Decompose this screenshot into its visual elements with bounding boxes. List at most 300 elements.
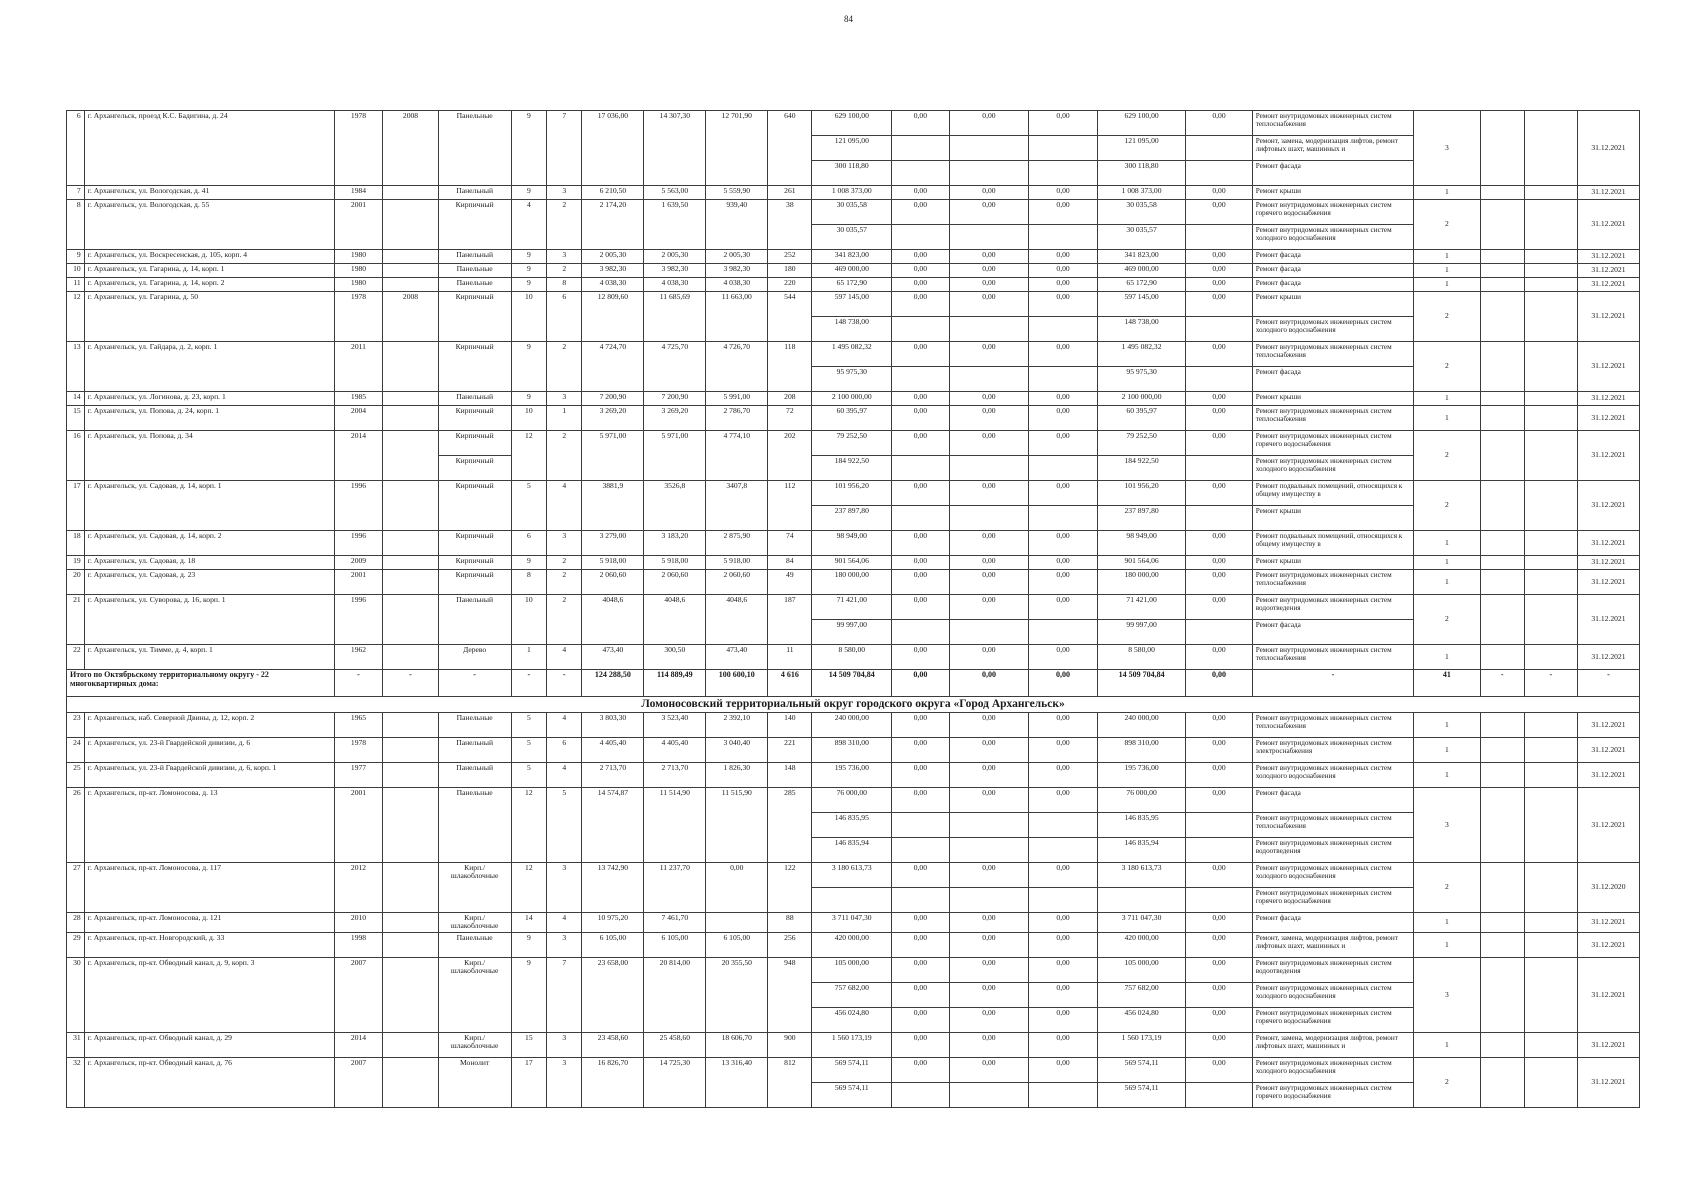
- cost-budget-region: 0,00: [949, 957, 1029, 982]
- cost-fund: [892, 317, 950, 342]
- entrances-count: 4: [547, 912, 582, 932]
- area-residential: 3 183,20: [644, 531, 706, 556]
- address-cell: г. Архангельск, ул. Логинова, д. 23, корп. 1: [84, 392, 334, 406]
- cost-budget-region: 0,00: [949, 264, 1029, 278]
- cost-owners: 1 008 373,00: [1097, 186, 1185, 200]
- cost-total: 105 000,00: [812, 957, 892, 982]
- area-total: 4048,6: [582, 595, 644, 645]
- blank-cell: [1524, 292, 1577, 342]
- address-cell: г. Архангельск, ул. Гагарина, д. 50: [84, 292, 334, 342]
- cost-fund: [892, 887, 950, 912]
- address-cell: г. Архангельск, пр-кт. Обводный канал, д. 76: [84, 1057, 334, 1107]
- cost-budget-city: 0,00: [1029, 531, 1098, 556]
- work-type: Ремонт внутридомовых инженерных систем теплоснабжения: [1252, 111, 1414, 136]
- work-type: Ремонт внутридомовых инженерных систем горячего водоснабжения: [1252, 887, 1414, 912]
- work-type: Ремонт внутридомовых инженерных систем водоотведения: [1252, 957, 1414, 982]
- work-type: Ремонт внутридомовых инженерных систем холодного водоснабжения: [1252, 225, 1414, 250]
- area-residential: 20 814,00: [644, 957, 706, 1032]
- blank-cell: [1480, 342, 1524, 392]
- floors-count: 6: [511, 531, 546, 556]
- cost-other: [1186, 225, 1252, 250]
- entrances-count: 7: [547, 957, 582, 1032]
- residents-count: 72: [768, 406, 812, 431]
- cost-other: 0,00: [1186, 670, 1252, 697]
- works-count: 2: [1414, 431, 1480, 481]
- cost-other: 0,00: [1186, 737, 1252, 762]
- table-row: [67, 957, 1640, 982]
- blank-cell: [1480, 292, 1524, 342]
- blank-cell: [1480, 278, 1524, 292]
- works-count: 2: [1414, 342, 1480, 392]
- cost-other: 0,00: [1186, 200, 1252, 225]
- area-residential: 11 237,70: [644, 862, 706, 912]
- wall-material: Кирпичный: [438, 342, 511, 392]
- cost-budget-region: 0,00: [949, 595, 1029, 620]
- area-owned: 4 726,70: [706, 342, 768, 392]
- cost-total: 569 574,11: [812, 1057, 892, 1082]
- entrances-count: 4: [547, 712, 582, 737]
- residents-count: 256: [768, 932, 812, 957]
- works-count: 1: [1414, 737, 1480, 762]
- address-cell: г. Архангельск, ул. Садовая, д. 14, корп. 2: [84, 531, 334, 556]
- deadline-date: -: [1577, 670, 1639, 697]
- area-owned: 2 392,10: [706, 712, 768, 737]
- cost-total: 3 711 047,30: [812, 912, 892, 932]
- residents-count: 4 616: [768, 670, 812, 697]
- entrances-count: 3: [547, 392, 582, 406]
- cost-budget-city: 0,00: [1029, 186, 1098, 200]
- cost-owners: 105 000,00: [1097, 957, 1185, 982]
- deadline-date: 31.12.2021: [1577, 264, 1639, 278]
- cost-budget-city: 0,00: [1029, 292, 1098, 317]
- year-built: 1998: [334, 932, 383, 957]
- cost-budget-city: 0,00: [1029, 932, 1098, 957]
- row-number: 11: [67, 278, 85, 292]
- area-total: 13 742,90: [582, 862, 644, 912]
- deadline-date: 31.12.2021: [1577, 406, 1639, 431]
- year-built: 1965: [334, 712, 383, 737]
- cost-other: 0,00: [1186, 912, 1252, 932]
- work-type: Ремонт подвальных помещений, относящихся к общему имуществу в: [1252, 481, 1414, 506]
- area-owned: 4 038,30: [706, 278, 768, 292]
- table-row: [67, 570, 1640, 595]
- works-count: 2: [1414, 595, 1480, 645]
- area-owned: 3 040,40: [706, 737, 768, 762]
- wall-material: Кирпичный: [438, 556, 511, 570]
- cost-fund: 0,00: [892, 737, 950, 762]
- wall-material: Кирпичный: [438, 531, 511, 556]
- blank-cell: [1524, 737, 1577, 762]
- table-row: [67, 1057, 1640, 1082]
- year-renovated: [383, 787, 438, 862]
- cost-budget-city: [1029, 506, 1098, 531]
- cost-budget-region: [949, 620, 1029, 645]
- cost-budget-region: [949, 1082, 1029, 1107]
- floors-count: 8: [511, 570, 546, 595]
- cost-other: 0,00: [1186, 862, 1252, 887]
- floors-count: 10: [511, 406, 546, 431]
- year-built: 2010: [334, 912, 383, 932]
- cost-budget-city: 0,00: [1029, 712, 1098, 737]
- deadline-date: 31.12.2021: [1577, 292, 1639, 342]
- address-cell: г. Архангельск, ул. 23-й Гвардейской дивизии, д. 6: [84, 737, 334, 762]
- cost-fund: [892, 506, 950, 531]
- entrances-count: 2: [547, 595, 582, 645]
- work-type: Ремонт внутридомовых инженерных систем холодного водоснабжения: [1252, 456, 1414, 481]
- table-row: [67, 595, 1640, 620]
- cost-budget-city: 0,00: [1029, 645, 1098, 670]
- work-type: Ремонт внутридомовых инженерных систем горячего водоснабжения: [1252, 431, 1414, 456]
- cost-other: [1186, 812, 1252, 837]
- cost-total: 3 180 613,73: [812, 862, 892, 887]
- address-cell: г. Архангельск, ул. 23-й Гвардейской дивизии, д. 6, корп. 1: [84, 762, 334, 787]
- works-count: 1: [1414, 392, 1480, 406]
- cost-owners: 195 736,00: [1097, 762, 1185, 787]
- cost-total: 629 100,00: [812, 111, 892, 136]
- cost-other: [1186, 317, 1252, 342]
- work-type: Ремонт фасада: [1252, 620, 1414, 645]
- year-renovated: 2008: [383, 111, 438, 186]
- address-cell: г. Архангельск, ул. Попова, д. 34: [84, 431, 334, 481]
- wall-material: Панельный: [438, 186, 511, 200]
- area-total: 2 005,30: [582, 250, 644, 264]
- residents-count: 900: [768, 1032, 812, 1057]
- area-total: 4 724,70: [582, 342, 644, 392]
- blank-cell: [1524, 406, 1577, 431]
- cost-other: 0,00: [1186, 1057, 1252, 1082]
- works-count: 1: [1414, 264, 1480, 278]
- entrances-count: -: [547, 670, 582, 697]
- deadline-date: 31.12.2021: [1577, 570, 1639, 595]
- cost-total: 65 172,90: [812, 278, 892, 292]
- cost-budget-region: 0,00: [949, 392, 1029, 406]
- cost-total: 2 100 000,00: [812, 392, 892, 406]
- cost-owners: 2 100 000,00: [1097, 392, 1185, 406]
- table-row: [67, 392, 1640, 406]
- cost-fund: 0,00: [892, 932, 950, 957]
- cost-fund: 0,00: [892, 111, 950, 136]
- cost-other: 0,00: [1186, 186, 1252, 200]
- blank-cell: [1480, 392, 1524, 406]
- area-residential: 1 639,50: [644, 200, 706, 250]
- year-built: 2001: [334, 570, 383, 595]
- cost-budget-city: [1029, 367, 1098, 392]
- cost-owners: 99 997,00: [1097, 620, 1185, 645]
- area-residential: 5 918,00: [644, 556, 706, 570]
- cost-budget-region: [949, 225, 1029, 250]
- cost-fund: 0,00: [892, 1057, 950, 1082]
- row-number: 28: [67, 912, 85, 932]
- area-owned: 939,40: [706, 200, 768, 250]
- cost-owners: 8 580,00: [1097, 645, 1185, 670]
- area-total: 124 288,50: [582, 670, 644, 697]
- cost-budget-region: 0,00: [949, 670, 1029, 697]
- cost-owners: 79 252,50: [1097, 431, 1185, 456]
- cost-fund: 0,00: [892, 264, 950, 278]
- row-number: 31: [67, 1032, 85, 1057]
- cost-fund: 0,00: [892, 200, 950, 225]
- cost-fund: [892, 136, 950, 161]
- year-renovated: -: [383, 670, 438, 697]
- table-row: [67, 912, 1640, 932]
- cost-budget-city: 0,00: [1029, 111, 1098, 136]
- work-type: Ремонт крыши: [1252, 292, 1414, 317]
- year-built: 1984: [334, 186, 383, 200]
- area-residential: 5 563,00: [644, 186, 706, 200]
- blank-cell: [1524, 932, 1577, 957]
- blank-cell: [1480, 264, 1524, 278]
- year-renovated: [383, 342, 438, 392]
- cost-owners: 629 100,00: [1097, 111, 1185, 136]
- cost-budget-region: 0,00: [949, 1007, 1029, 1032]
- cost-owners: 1 495 082,32: [1097, 342, 1185, 367]
- works-count: 1: [1414, 570, 1480, 595]
- cost-fund: 0,00: [892, 1007, 950, 1032]
- row-number: 7: [67, 186, 85, 200]
- entrances-count: 2: [547, 200, 582, 250]
- wall-material: Кирп./ шлакоблочные: [438, 862, 511, 912]
- cost-budget-city: 0,00: [1029, 737, 1098, 762]
- area-residential: 2 060,60: [644, 570, 706, 595]
- cost-fund: 0,00: [892, 342, 950, 367]
- cost-other: 0,00: [1186, 932, 1252, 957]
- cost-fund: 0,00: [892, 406, 950, 431]
- wall-material: Панельный: [438, 392, 511, 406]
- blank-cell: [1480, 645, 1524, 670]
- residents-count: 122: [768, 862, 812, 912]
- entrances-count: 3: [547, 1057, 582, 1107]
- deadline-date: 31.12.2021: [1577, 1032, 1639, 1057]
- cost-owners: 898 310,00: [1097, 737, 1185, 762]
- floors-count: 10: [511, 292, 546, 342]
- cost-owners: 71 421,00: [1097, 595, 1185, 620]
- address-cell: г. Архангельск, ул. Гайдара, д. 2, корп. 1: [84, 342, 334, 392]
- blank-cell: [1480, 406, 1524, 431]
- row-number: 21: [67, 595, 85, 645]
- floors-count: 15: [511, 1032, 546, 1057]
- blank-cell: [1480, 762, 1524, 787]
- cost-budget-city: 0,00: [1029, 570, 1098, 595]
- cost-other: [1186, 136, 1252, 161]
- entrances-count: 3: [547, 862, 582, 912]
- row-number: 29: [67, 932, 85, 957]
- cost-owners: [1097, 887, 1185, 912]
- year-renovated: [383, 250, 438, 264]
- table-row: [67, 737, 1640, 762]
- year-renovated: [383, 762, 438, 787]
- residents-count: 140: [768, 712, 812, 737]
- deadline-date: 31.12.2021: [1577, 737, 1639, 762]
- table-row: [67, 862, 1640, 887]
- blank-cell: [1524, 1032, 1577, 1057]
- blank-cell: [1480, 957, 1524, 1032]
- cost-fund: 0,00: [892, 670, 950, 697]
- cost-owners: 901 564,06: [1097, 556, 1185, 570]
- floors-count: 10: [511, 595, 546, 645]
- entrances-count: 6: [547, 737, 582, 762]
- blank-cell: [1524, 250, 1577, 264]
- year-renovated: 2008: [383, 292, 438, 342]
- cost-fund: 0,00: [892, 912, 950, 932]
- cost-total: 300 118,80: [812, 161, 892, 186]
- wall-material: Монолит: [438, 1057, 511, 1107]
- entrances-count: 3: [547, 186, 582, 200]
- deadline-date: 31.12.2021: [1577, 278, 1639, 292]
- wall-material: Кирп./ шлакоблочные: [438, 957, 511, 1032]
- cost-budget-region: 0,00: [949, 278, 1029, 292]
- blank-cell: -: [1480, 670, 1524, 697]
- cost-owners: 30 035,58: [1097, 200, 1185, 225]
- cost-other: 0,00: [1186, 1007, 1252, 1032]
- cost-total: 8 580,00: [812, 645, 892, 670]
- year-renovated: [383, 737, 438, 762]
- address-cell: г. Архангельск, проезд К.С. Бадигина, д. 24: [84, 111, 334, 186]
- wall-material: Кирпичный: [438, 431, 511, 456]
- cost-budget-region: [949, 317, 1029, 342]
- work-type: Ремонт внутридомовых инженерных систем электроснабжения: [1252, 737, 1414, 762]
- wall-material: Кирпичный: [438, 406, 511, 431]
- works-count: 1: [1414, 645, 1480, 670]
- year-built: 2001: [334, 200, 383, 250]
- cost-budget-region: [949, 837, 1029, 862]
- cost-budget-city: 0,00: [1029, 670, 1098, 697]
- cost-owners: 3 180 613,73: [1097, 862, 1185, 887]
- area-residential: 11 685,69: [644, 292, 706, 342]
- deadline-date: 31.12.2021: [1577, 392, 1639, 406]
- area-total: 6 105,00: [582, 932, 644, 957]
- cost-budget-region: 0,00: [949, 762, 1029, 787]
- cost-other: [1186, 620, 1252, 645]
- total-label: Итого по Октябрьскому территориальному округу - 22 многоквартирных дома:: [67, 670, 335, 697]
- cost-total: 1 008 373,00: [812, 186, 892, 200]
- cost-total: 901 564,06: [812, 556, 892, 570]
- cost-total: 146 835,94: [812, 837, 892, 862]
- area-residential: 11 514,90: [644, 787, 706, 862]
- cost-budget-city: [1029, 456, 1098, 481]
- area-residential: 3 982,30: [644, 264, 706, 278]
- residents-count: 544: [768, 292, 812, 342]
- area-owned: 5 991,00: [706, 392, 768, 406]
- floors-count: 9: [511, 250, 546, 264]
- blank-cell: [1480, 595, 1524, 645]
- cost-owners: 60 395,97: [1097, 406, 1185, 431]
- blank-cell: [1524, 762, 1577, 787]
- year-renovated: [383, 862, 438, 912]
- residents-count: 221: [768, 737, 812, 762]
- cost-budget-region: [949, 506, 1029, 531]
- table-row: [67, 645, 1640, 670]
- area-owned: 12 701,90: [706, 111, 768, 186]
- area-residential: 3 269,20: [644, 406, 706, 431]
- cost-owners: 184 922,50: [1097, 456, 1185, 481]
- cost-total: 71 421,00: [812, 595, 892, 620]
- entrances-count: 2: [547, 431, 582, 481]
- blank-cell: [1524, 186, 1577, 200]
- cost-budget-city: 0,00: [1029, 595, 1098, 620]
- cost-fund: 0,00: [892, 595, 950, 620]
- cost-fund: 0,00: [892, 556, 950, 570]
- cost-owners: 420 000,00: [1097, 932, 1185, 957]
- table-row: [67, 531, 1640, 556]
- residents-count: 285: [768, 787, 812, 862]
- year-built: 2007: [334, 1057, 383, 1107]
- work-type: Ремонт крыши: [1252, 556, 1414, 570]
- cost-fund: [892, 225, 950, 250]
- cost-fund: [892, 1082, 950, 1107]
- residents-count: 11: [768, 645, 812, 670]
- cost-total: 98 949,00: [812, 531, 892, 556]
- floors-count: 4: [511, 200, 546, 250]
- work-type: Ремонт внутридомовых инженерных систем теплоснабжения: [1252, 342, 1414, 367]
- cost-owners: 148 738,00: [1097, 317, 1185, 342]
- page-number: 84: [844, 14, 853, 24]
- address-cell: г. Архангельск, ул. Вологодская, д. 41: [84, 186, 334, 200]
- cost-fund: [892, 161, 950, 186]
- cost-total: 60 395,97: [812, 406, 892, 431]
- entrances-count: 1: [547, 406, 582, 431]
- work-type: Ремонт, замена, модернизация лифтов, ремонт лифтовых шахт, машинных и: [1252, 932, 1414, 957]
- floors-count: 9: [511, 342, 546, 392]
- area-owned: 3407,8: [706, 481, 768, 531]
- cost-budget-city: 0,00: [1029, 264, 1098, 278]
- table-row: [67, 556, 1640, 570]
- cost-total: 148 738,00: [812, 317, 892, 342]
- area-owned: 2 005,30: [706, 250, 768, 264]
- cost-fund: [892, 620, 950, 645]
- deadline-date: 31.12.2021: [1577, 556, 1639, 570]
- work-type: Ремонт внутридомовых инженерных систем водоотведения: [1252, 595, 1414, 620]
- work-type: Ремонт фасада: [1252, 278, 1414, 292]
- cost-total: 79 252,50: [812, 431, 892, 456]
- cost-owners: 30 035,57: [1097, 225, 1185, 250]
- blank-cell: [1524, 481, 1577, 531]
- address-cell: г. Архангельск, пр-кт. Обводный канал, д. 29: [84, 1032, 334, 1057]
- table-row: [67, 111, 1640, 136]
- address-cell: г. Архангельск, пр-кт. Новгородский, д. 33: [84, 932, 334, 957]
- cost-owners: 180 000,00: [1097, 570, 1185, 595]
- blank-cell: -: [1524, 670, 1577, 697]
- wall-material: Панельные: [438, 278, 511, 292]
- year-built: 1978: [334, 737, 383, 762]
- work-type: Ремонт, замена, модернизация лифтов, ремонт лифтовых шахт, машинных и: [1252, 1032, 1414, 1057]
- address-cell: г. Архангельск, пр-кт. Ломоносова, д. 13: [84, 787, 334, 862]
- wall-material: Панельный: [438, 595, 511, 645]
- table-row: [67, 481, 1640, 506]
- row-number: 12: [67, 292, 85, 342]
- blank-cell: [1480, 111, 1524, 186]
- area-owned: 3 982,30: [706, 264, 768, 278]
- cost-budget-region: 0,00: [949, 712, 1029, 737]
- work-type: Ремонт внутридомовых инженерных систем теплоснабжения: [1252, 406, 1414, 431]
- work-type: Ремонт внутридомовых инженерных систем холодного водоснабжения: [1252, 762, 1414, 787]
- floors-count: 17: [511, 1057, 546, 1107]
- area-residential: 25 458,60: [644, 1032, 706, 1057]
- cost-owners: 341 823,00: [1097, 250, 1185, 264]
- cost-owners: 757 682,00: [1097, 982, 1185, 1007]
- residents-count: 49: [768, 570, 812, 595]
- blank-cell: [1480, 481, 1524, 531]
- wall-material: Панельные: [438, 712, 511, 737]
- row-number: 26: [67, 787, 85, 862]
- cost-fund: 0,00: [892, 250, 950, 264]
- entrances-count: 2: [547, 264, 582, 278]
- works-count: 1: [1414, 278, 1480, 292]
- floors-count: -: [511, 670, 546, 697]
- cost-total: 195 736,00: [812, 762, 892, 787]
- area-residential: 6 105,00: [644, 932, 706, 957]
- wall-material: Кирпичный: [438, 292, 511, 342]
- cost-budget-city: 0,00: [1029, 250, 1098, 264]
